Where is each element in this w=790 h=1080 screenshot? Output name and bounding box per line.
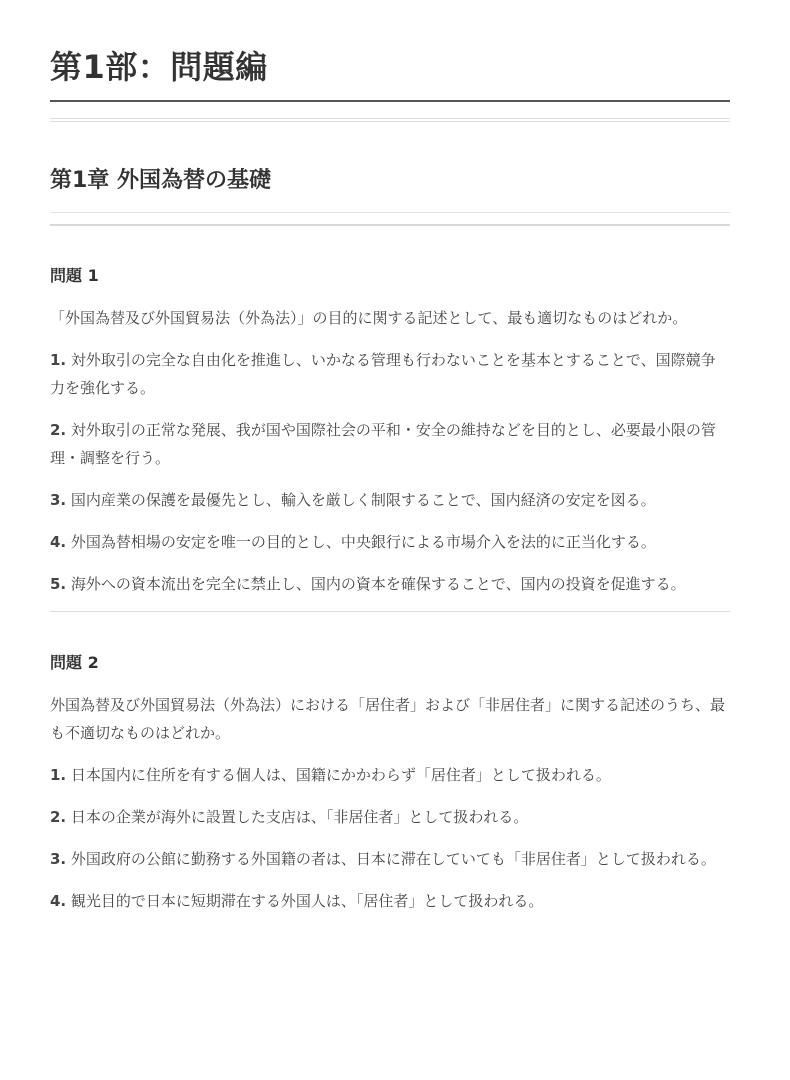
option-text: 外国為替相場の安定を唯一の目的とし、中央銀行による市場介入を法的に正当化する。 bbox=[70, 533, 656, 551]
answer-option-2 bbox=[50, 416, 730, 472]
option-text: 外国政府の公館に勤務する外国籍の者は、日本に滞在していても「非居住者」として扱われる。 bbox=[70, 850, 716, 868]
question-heading: 問題 1 bbox=[50, 266, 99, 285]
chapter-divider bbox=[50, 212, 730, 226]
answer-option-1 bbox=[50, 761, 730, 789]
answer-option-1 bbox=[50, 346, 730, 402]
chapter-title: 第1章 外国為替の基礎 bbox=[50, 168, 271, 193]
option-number: 2. bbox=[50, 808, 67, 826]
answer-option-3 bbox=[50, 486, 730, 514]
option-number: 1. bbox=[50, 766, 67, 784]
question-1 bbox=[50, 264, 730, 598]
option-number: 4. bbox=[50, 892, 67, 910]
option-number: 3. bbox=[50, 850, 67, 868]
option-text: 日本国内に住所を有する個人は、国籍にかかわらず「居住者」として扱われる。 bbox=[70, 766, 611, 784]
option-text: 日本の企業が海外に設置した支店は、「非居住者」として扱われる。 bbox=[70, 808, 529, 826]
option-text: 観光目的で日本に短期滞在する外国人は、「居住者」として扱われる。 bbox=[70, 892, 544, 910]
question-text: 「外国為替及び外国貿易法（外為法）」の目的に関する記述として、最も適切なものはどれか。 bbox=[50, 309, 688, 327]
option-text: 対外取引の完全な自由化を推進し、いかなる管理も行わないことを基本とすることで、国際競争力を強化する。 bbox=[50, 351, 716, 397]
question-text: 外国為替及び外国貿易法（外為法）における「居住者」および「非居住者」に関する記述のうち、最も不適切なものはどれか。 bbox=[50, 696, 726, 742]
part-title-underline bbox=[50, 100, 730, 102]
question-2 bbox=[50, 651, 730, 915]
option-number: 5. bbox=[50, 575, 67, 593]
option-text: 対外取引の正常な発展、我が国や国際社会の平和・安全の維持などを目的とし、必要最小限の管理・調整を行う。 bbox=[50, 421, 716, 467]
answer-option-2 bbox=[50, 803, 730, 831]
option-text: 国内産業の保護を最優先とし、輸入を厳しく制限することで、国内経済の安定を図る。 bbox=[70, 491, 656, 509]
question-heading: 問題 2 bbox=[50, 653, 99, 672]
option-number: 4. bbox=[50, 533, 67, 551]
answer-option-5 bbox=[50, 570, 730, 598]
option-number: 2. bbox=[50, 421, 67, 439]
option-text: 海外への資本流出を完全に禁止し、国内の資本を確保することで、国内の投資を促進する。 bbox=[70, 575, 686, 593]
question-divider bbox=[50, 611, 730, 612]
option-number: 1. bbox=[50, 351, 67, 369]
answer-option-4 bbox=[50, 528, 730, 556]
answer-options bbox=[50, 346, 730, 598]
part-title: 第1部：問題編 bbox=[50, 48, 268, 86]
answer-option-3 bbox=[50, 845, 730, 873]
answer-option-4 bbox=[50, 887, 730, 915]
answer-options bbox=[50, 761, 730, 915]
option-number: 3. bbox=[50, 491, 67, 509]
